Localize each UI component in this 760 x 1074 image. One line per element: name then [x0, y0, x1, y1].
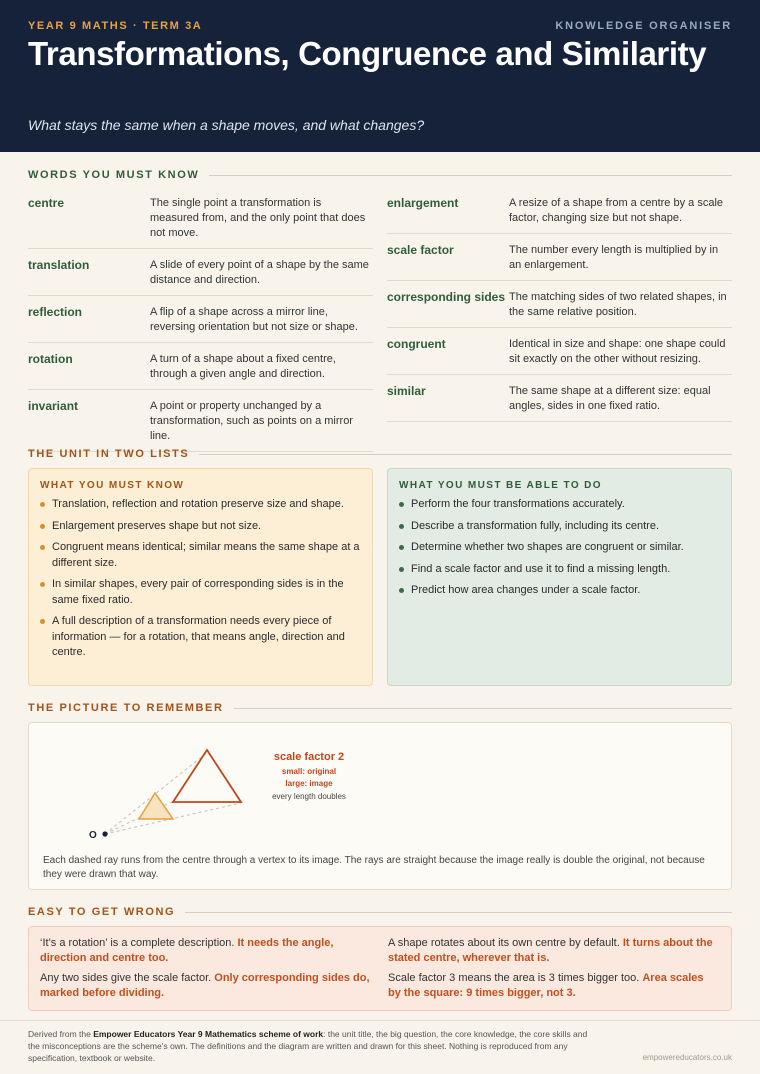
misconceptions-box: [28, 926, 732, 1011]
vocab-row: [28, 305, 373, 343]
doubles-label: every length doubles: [272, 792, 346, 801]
must-do-list: [399, 497, 721, 605]
must-know-list: [40, 497, 362, 667]
vocab-row: [387, 243, 732, 281]
vocab-row: [387, 290, 732, 328]
footer-divider: [0, 1020, 760, 1021]
misconception: [388, 936, 718, 966]
vocab-term: congruent: [387, 337, 446, 351]
source-note-pre: Derived from the: [28, 1029, 94, 1039]
list-item: Congruent means identical; similar means the same shape at a different size.: [40, 540, 362, 571]
vocab-definition: The same shape at a different size: equal angles, sides in one fixed ratio.: [509, 385, 711, 412]
list-item: Describe a transformation fully, including its centre.: [399, 519, 721, 535]
vocab-definition: The single point a transformation is measured from, and the only point that does not move.: [150, 197, 366, 239]
section-heading-picture: [28, 701, 732, 715]
source-note: [28, 1028, 588, 1064]
large-shape-label: large: image: [285, 779, 333, 788]
image-triangle: [173, 750, 241, 802]
misconception-fix: Area scales by the square: 9 times bigger, not 3.: [388, 972, 704, 999]
original-triangle: [139, 793, 173, 819]
big-question: What stays the same when a shape moves, and what changes?: [28, 117, 425, 133]
header-banner: [0, 0, 760, 152]
document-type-label: KNOWLEDGE ORGANISER: [555, 20, 732, 32]
divider: [209, 175, 732, 176]
enlargement-diagram-panel: [28, 722, 732, 890]
vocab-definition: A turn of a shape about a fixed centre, through a given angle and direction.: [150, 353, 336, 380]
vocab-term: reflection: [28, 305, 83, 319]
misconception-claim: ‘It’s a rotation’ is a complete description.: [40, 937, 238, 949]
wrong-heading: EASY TO GET WRONG: [28, 906, 176, 918]
misconception-claim: Any two sides give the scale factor.: [40, 972, 215, 984]
vocab-row: [28, 258, 373, 296]
vocab-row: [387, 337, 732, 375]
diagram-caption: Each dashed ray runs from the centre through a vertex to its image. The rays are straight because the image really is double the original, not because they were drawn that way.: [43, 855, 705, 880]
vocab-definition: The matching sides of two related shapes, in the same relative position.: [509, 291, 727, 318]
misconception-claim: Scale factor 3 means the area is 3 times bigger too.: [388, 972, 643, 984]
vocab-row: [387, 196, 732, 234]
misconception-fix: It needs the angle, direction and centre too.: [40, 937, 334, 964]
list-item: In similar shapes, every pair of corresponding sides is in the same fixed ratio.: [40, 577, 362, 608]
vocab-column-left: [28, 196, 373, 461]
source-name: Empower Educators Year 9 Mathematics scheme of work: [93, 1029, 324, 1039]
vocab-term: enlargement: [387, 196, 459, 210]
vocab-definition: A resize of a shape from a centre by a scale factor, changing size but not shape.: [509, 197, 724, 224]
vocab-row: [28, 352, 373, 390]
divider: [234, 708, 733, 709]
enlargement-diagram: [29, 723, 731, 851]
vocab-definition: The number every length is multiplied by in an enlargement.: [509, 244, 719, 271]
list-item: Determine whether two shapes are congruent or similar.: [399, 540, 721, 556]
vocab-row: [28, 196, 373, 249]
scale-factor-label: scale factor 2: [273, 751, 345, 763]
vocab-definition: A slide of every point of a shape by the same distance and direction.: [150, 259, 369, 286]
misconception: [40, 936, 370, 966]
misconception-fix: Only corresponding sides do, marked before dividing.: [40, 972, 370, 999]
vocab-term: corresponding sides: [387, 290, 506, 304]
section-heading-wrong: [28, 905, 732, 919]
vocab-column-right: [387, 196, 732, 431]
divider: [199, 454, 732, 455]
source-note-post: : the unit title, the big question, the core knowledge, the core skills and the misconceptions are the scheme's own. The definitions and the diagram are written and drawn for this sheet. Nothing is reproduced from any specification, textbook or website.: [28, 1029, 588, 1063]
centre-label: O: [89, 830, 97, 841]
vocab-definition: Identical in size and shape: one shape could sit exactly on the other without resizing.: [509, 338, 726, 365]
list-item: Translation, reflection and rotation preserve size and shape.: [40, 497, 362, 513]
vocab-row: [387, 384, 732, 422]
picture-heading: THE PICTURE TO REMEMBER: [28, 702, 224, 714]
vocab-term: invariant: [28, 399, 79, 413]
centre-point: [102, 831, 107, 836]
page-title: Transformations, Congruence and Similarity: [28, 35, 707, 72]
misconception-claim: A shape rotates about its own centre by default.: [388, 937, 623, 949]
divider: [185, 912, 732, 913]
lists-heading: THE UNIT IN TWO LISTS: [28, 448, 190, 460]
must-know-title: WHAT YOU MUST KNOW: [40, 480, 185, 491]
vocab-definition: A flip of a shape across a mirror line, reversing orientation but not size or shape.: [150, 306, 358, 333]
vocab-term: translation: [28, 258, 90, 272]
vocab-term: scale factor: [387, 243, 454, 257]
vocab-term: centre: [28, 196, 65, 210]
misconception: [388, 971, 718, 1001]
vocab-term: similar: [387, 384, 426, 398]
must-do-title: WHAT YOU MUST BE ABLE TO DO: [399, 480, 602, 491]
section-heading-lists: [28, 447, 732, 461]
list-item: A full description of a transformation needs every piece of information — for a rotation, that means angle, direction and centre.: [40, 614, 362, 661]
vocab-definition: A point or property unchanged by a transformation, such as points on a mirror line.: [150, 400, 353, 442]
vocab-heading: WORDS YOU MUST KNOW: [28, 169, 200, 181]
misconception-fix: It turns about the stated centre, wherever that is.: [388, 937, 713, 964]
must-know-box: [28, 468, 373, 686]
list-item: Find a scale factor and use it to find a missing length.: [399, 562, 721, 578]
misconception: [40, 971, 370, 1001]
list-item: Predict how area changes under a scale factor.: [399, 583, 721, 599]
vocab-term: rotation: [28, 352, 73, 366]
list-item: Enlargement preserves shape but not size.: [40, 519, 362, 535]
must-do-box: [387, 468, 732, 686]
course-kicker: YEAR 9 MATHS · TERM 3A: [28, 20, 203, 32]
small-shape-label: small: original: [281, 767, 337, 776]
section-heading-vocab: [28, 168, 732, 182]
list-item: Perform the four transformations accurately.: [399, 497, 721, 513]
dashed-ray: [105, 751, 209, 834]
vocab-row: [28, 399, 373, 452]
website-url: empowereducators.co.uk: [642, 1053, 732, 1062]
